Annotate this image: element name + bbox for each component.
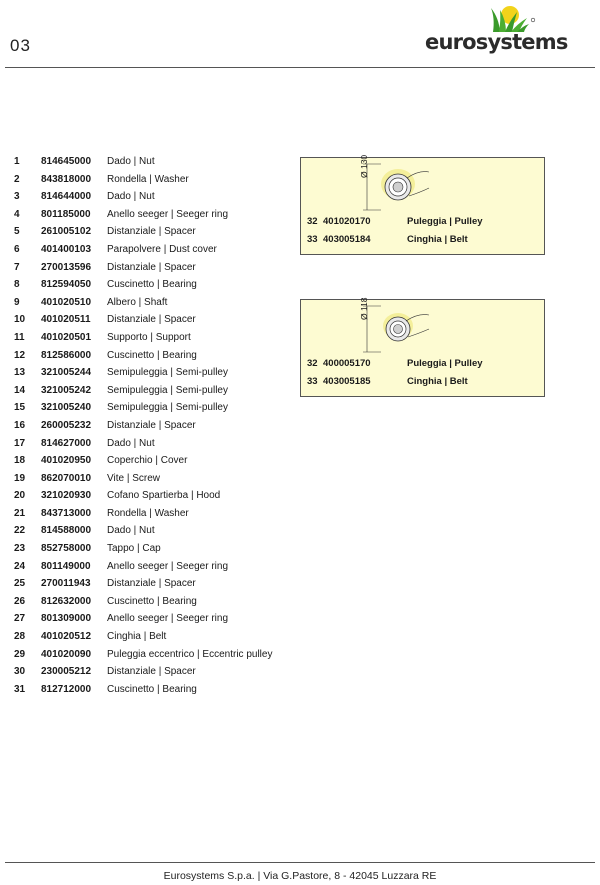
part-code: 801185000 <box>41 208 91 220</box>
part-description: Vite | Screw <box>107 472 160 484</box>
part-description: Anello seeger | Seeger ring <box>107 208 229 220</box>
diameter-label: Ø 130 <box>359 154 369 178</box>
part-code: 814588000 <box>41 525 92 537</box>
part-description: Albero | Shaft <box>107 296 168 308</box>
part-code: 814645000 <box>41 156 92 167</box>
part-code: 852758000 <box>41 543 92 555</box>
footer-address: Eurosystems S.p.a. | Via G.Pastore, 8 - 42045 Luzzara RE <box>163 870 437 882</box>
part-number: 12 <box>14 349 26 361</box>
part-description: Parapolvere | Dust cover <box>107 243 217 255</box>
part-number: 31 <box>14 683 26 695</box>
part-code: 812712000 <box>41 683 92 695</box>
box-part-number: 32 <box>307 358 318 369</box>
part-description: Cofano Spartierba | Hood <box>107 490 221 502</box>
brand-logo-text: eurosystems <box>425 30 568 54</box>
part-number: 10 <box>14 314 26 326</box>
part-code: 814627000 <box>41 437 92 449</box>
part-number: 13 <box>14 367 26 379</box>
part-number: 1 <box>14 156 20 167</box>
part-number: 23 <box>14 543 26 555</box>
diameter-label: Ø 118 <box>359 297 369 320</box>
part-description: Tappo | Cap <box>107 543 161 555</box>
box-part-number: 32 <box>307 216 318 227</box>
part-description: Cuscinetto | Bearing <box>107 349 197 361</box>
part-code: 814644000 <box>41 191 92 203</box>
part-number: 18 <box>14 455 26 467</box>
part-description: Dado | Nut <box>107 525 155 537</box>
part-number: 19 <box>14 472 26 484</box>
part-code: 401400103 <box>41 243 92 255</box>
part-number: 24 <box>14 560 26 572</box>
part-code: 401020511 <box>41 314 91 326</box>
part-number: 28 <box>14 631 26 643</box>
box-part-description: Cinghia | Belt <box>407 376 468 387</box>
part-code: 843713000 <box>41 507 92 519</box>
part-code: 260005232 <box>41 419 92 431</box>
footer-divider <box>5 862 595 863</box>
part-description: Puleggia eccentrico | Eccentric pulley <box>107 648 273 660</box>
box-part-code: 401020170 <box>323 216 371 227</box>
part-description: Dado | Nut <box>107 437 155 449</box>
part-description: Distanziale | Spacer <box>107 261 196 273</box>
box-part-description: Puleggia | Pulley <box>407 358 483 369</box>
part-description: Cuscinetto | Bearing <box>107 683 197 695</box>
part-code: 862070010 <box>41 472 92 484</box>
part-number: 9 <box>14 296 20 308</box>
part-number: 3 <box>14 191 20 203</box>
part-description: Cuscinetto | Bearing <box>107 595 197 607</box>
part-number: 25 <box>14 578 26 590</box>
part-description: Dado | Nut <box>107 156 155 167</box>
part-description: Cuscinetto | Bearing <box>107 279 197 291</box>
part-description: Rondella | Washer <box>107 507 189 519</box>
part-code: 401020090 <box>41 648 92 660</box>
part-number: 14 <box>14 384 26 396</box>
part-number: 21 <box>14 507 26 519</box>
part-code: 270013596 <box>41 261 92 273</box>
part-number: 20 <box>14 490 26 502</box>
part-description: Distanziale | Spacer <box>107 666 196 678</box>
part-number: 17 <box>14 437 26 449</box>
part-code: 812586000 <box>41 349 92 361</box>
part-description: Distanziale | Spacer <box>107 226 196 238</box>
part-number: 7 <box>14 261 20 273</box>
part-number: 30 <box>14 666 26 678</box>
box-part-code: 400005170 <box>323 358 371 369</box>
part-code: 843818000 <box>41 173 92 185</box>
brand-logo <box>425 2 597 58</box>
part-code: 401020512 <box>41 631 92 643</box>
part-description: Semipuleggia | Semi-pulley <box>107 384 228 396</box>
box-part-code: 403005184 <box>323 234 371 245</box>
page-number: 03 <box>10 36 31 55</box>
part-code: 321005240 <box>41 402 92 414</box>
box-part-number: 33 <box>307 376 318 387</box>
part-number: 22 <box>14 525 26 537</box>
part-description: Semipuleggia | Semi-pulley <box>107 402 228 414</box>
part-description: Semipuleggia | Semi-pulley <box>107 367 228 379</box>
part-code: 801149000 <box>41 560 91 572</box>
part-code: 812594050 <box>41 279 92 291</box>
part-code: 321005244 <box>41 367 92 379</box>
part-number: 26 <box>14 595 26 607</box>
part-number: 8 <box>14 279 20 291</box>
part-number: 6 <box>14 243 20 255</box>
box-part-description: Cinghia | Belt <box>407 234 468 245</box>
part-code: 401020501 <box>41 331 92 343</box>
part-description: Cinghia | Belt <box>107 631 167 643</box>
part-code: 321020930 <box>41 490 92 502</box>
part-description: Anello seeger | Seeger ring <box>107 613 229 625</box>
part-code: 401020950 <box>41 455 92 467</box>
part-description: Distanziale | Spacer <box>107 419 196 431</box>
part-number: 15 <box>14 402 26 414</box>
part-number: 2 <box>14 173 20 185</box>
part-code: 321005242 <box>41 384 92 396</box>
part-number: 27 <box>14 613 26 625</box>
part-code: 261005102 <box>41 226 92 238</box>
pulley-option-box-130 <box>300 154 545 255</box>
part-number: 4 <box>14 208 20 220</box>
header-divider <box>5 67 595 68</box>
part-number: 5 <box>14 226 20 238</box>
pulley-option-box-118 <box>300 299 545 397</box>
part-description: Coperchio | Cover <box>107 455 188 467</box>
part-code: 230005212 <box>41 666 92 678</box>
part-description: Rondella | Washer <box>107 173 189 185</box>
box-part-description: Puleggia | Pulley <box>407 216 483 227</box>
part-description: Dado | Nut <box>107 191 155 203</box>
box-part-code: 403005185 <box>323 376 371 387</box>
part-number: 11 <box>14 331 25 343</box>
part-code: 401020510 <box>41 296 92 308</box>
part-description: Supporto | Support <box>107 331 191 343</box>
part-code: 801309000 <box>41 613 92 625</box>
part-code: 270011943 <box>41 578 91 590</box>
part-number: 29 <box>14 648 26 660</box>
part-description: Distanziale | Spacer <box>107 578 196 590</box>
part-description: Anello seeger | Seeger ring <box>107 560 229 572</box>
box-part-number: 33 <box>307 234 318 245</box>
part-number: 16 <box>14 419 26 431</box>
part-description: Distanziale | Spacer <box>107 314 196 326</box>
part-code: 812632000 <box>41 595 92 607</box>
